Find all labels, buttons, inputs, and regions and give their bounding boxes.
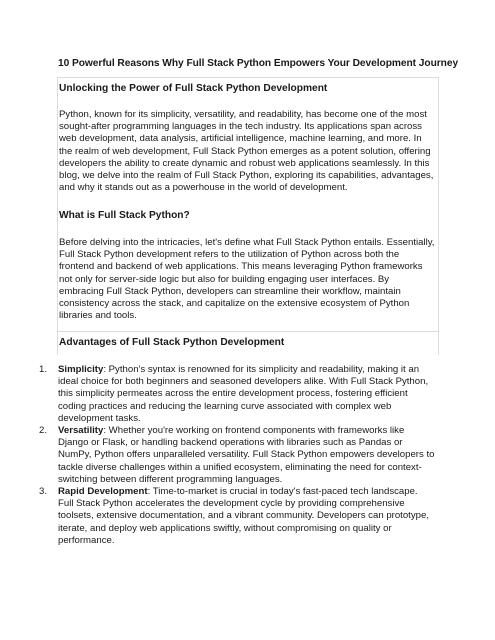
definition-paragraph [59, 237, 435, 322]
item-label: Simplicity [58, 364, 104, 375]
paragraph-line: Full Stack Python development refers to the utilization of Python across both the [59, 249, 400, 261]
paragraph-line: web development, data analysis, artificial intelligence, machine learning, and more. In [59, 133, 422, 145]
item-text: : Whether you're working on frontend components with frameworks like [103, 425, 405, 437]
list-item-line: Full Stack Python accelerates the development cycle by providing comprehensive [58, 498, 405, 510]
page-title: 10 Powerful Reasons Why Full Stack Python Empowers Your Development Journey [58, 58, 459, 69]
item-label: Rapid Development [58, 486, 148, 498]
paragraph-line: and why it stands out as a powerhouse in the world of development. [59, 182, 348, 194]
section-heading-unlocking: Unlocking the Power of Full Stack Python Development [59, 83, 328, 94]
list-item-line: switching between different programming languages. [58, 473, 283, 485]
paragraph-line: not only for server-side logic but also for building engaging user interfaces. By [59, 273, 390, 285]
list-item [39, 364, 439, 425]
paragraph-line: Before delving into the intricacies, let's define what Full Stack Python entails. Essentially, [59, 237, 435, 248]
advantages-list [39, 364, 439, 547]
paragraph-line: frontend and backend of web applications. This means leveraging Python frameworks [59, 261, 423, 273]
item-text: : Python's syntax is renowned for its simplicity and readability, making it an [103, 364, 420, 375]
paragraph-line: libraries and tools. [59, 310, 137, 322]
list-item [39, 486, 439, 547]
list-item-line: iterate, and deploy web applications swiftly, without compromising on quality or [58, 522, 392, 534]
section-heading-what-is: What is Full Stack Python? [59, 210, 190, 221]
paragraph-line: the realm of web development, Full Stack Python emerges as a potent solution, offering [59, 145, 431, 157]
paragraph-line: sought-after programming languages in the tech industry. Its applications span across [59, 121, 422, 133]
list-item-first-line [58, 486, 439, 498]
list-item-line: tackle diverse challenges within a unified ecosystem, eliminating the need for context- [58, 461, 422, 473]
paragraph-line: blog, we delve into the realm of Full Stack Python, exploring its capabilities, advantages, [59, 170, 434, 182]
list-item-line: performance. [58, 534, 115, 546]
list-item-line: development tasks. [58, 412, 141, 424]
list-item-line: Django or Flask, or handling backend operations with libraries such as Pandas or [58, 437, 403, 449]
paragraph-line: developers the ability to create dynamic and robust web applications seamlessly. In this [59, 157, 430, 169]
paragraph-line: embracing Full Stack Python, developers can streamline their workflow, maintain [59, 285, 401, 297]
list-number: 1. [39, 364, 48, 375]
list-item-line: coding practices and reducing the learning curve associated with complex web [58, 400, 392, 412]
item-text: : Time-to-market is crucial in today's fast-paced tech landscape. [147, 486, 418, 498]
list-item [39, 425, 439, 486]
intro-paragraph [59, 109, 435, 194]
list-item-line: toolsets, extensive documentation, and a vibrant community. Developers can prototype, [58, 510, 429, 522]
paragraph-line: consistency across the stack, and capitalize on the extensive ecosystem of Python [59, 298, 410, 310]
list-item-first-line [58, 425, 439, 437]
item-label: Versatility [58, 425, 104, 437]
list-item-line: NumPy, Python offers unparalleled versatility. Full Stack Python empowers developers to [58, 449, 435, 461]
list-item-line: this simplicity permeates across the entire development process, fostering efficient [58, 388, 408, 400]
section-heading-advantages: Advantages of Full Stack Python Development [59, 337, 285, 348]
list-item-line: ideal choice for both beginners and seasoned developers alike. With Full Stack Python, [58, 376, 429, 388]
list-number: 3. [39, 486, 48, 498]
paragraph-line: Python, known for its simplicity, versatility, and readability, has become one of the most [59, 109, 427, 120]
list-number: 2. [39, 425, 48, 437]
list-item-first-line [58, 364, 439, 376]
